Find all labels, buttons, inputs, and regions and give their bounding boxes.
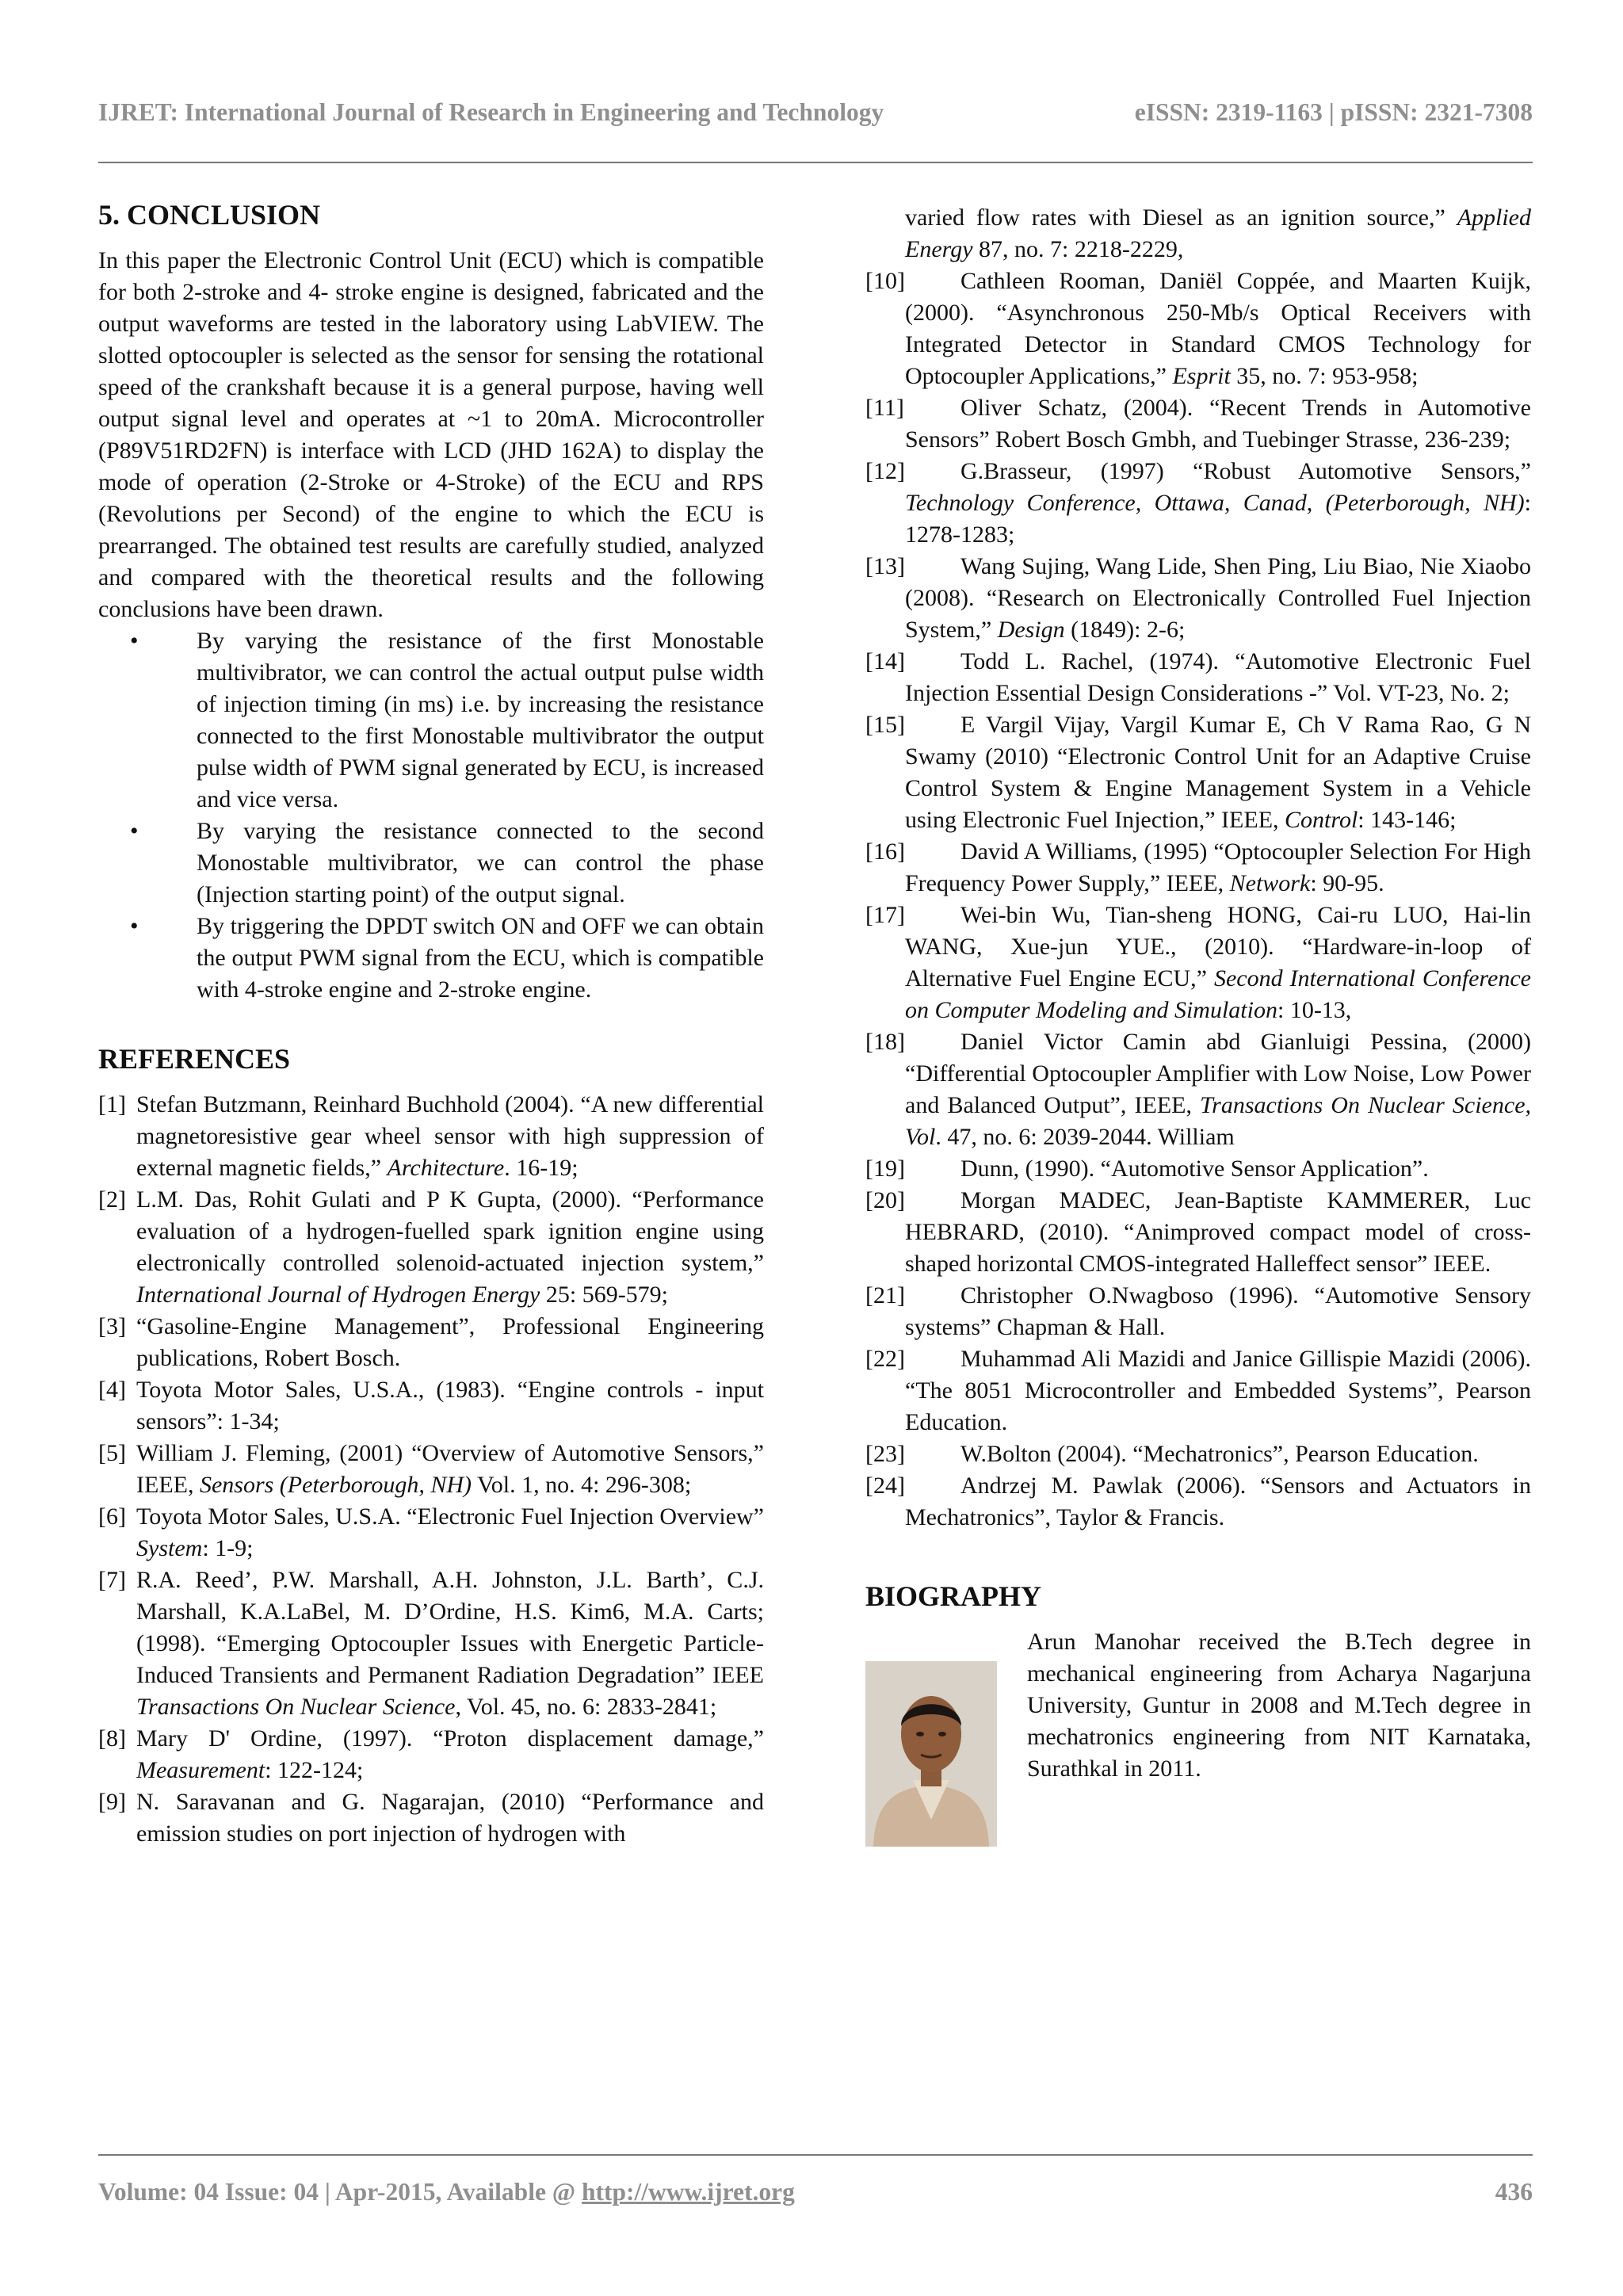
- reference-text: Morgan MADEC, Jean-Baptiste KAMMERER, Luc HEBRARD, (2010). “Animproved compact model of cross-shaped horizontal CMOS-integrated Halleffect sensor” IEEE.: [905, 1187, 1531, 1277]
- reference-text: 25: 569-579;: [540, 1282, 669, 1308]
- conclusion-heading: 5. CONCLUSION: [98, 199, 321, 231]
- reference-item: [865, 1280, 1531, 1343]
- reference-item: [98, 1089, 764, 1184]
- bullet-item: • By varying the resistance of the first Monostable multivibrator, we can control the actual output pulse width of injection timing (in ms) i.e. by increasing the resistance connected to the first Monostable multivibrator the output pulse width of PWM signal generated by ECU, is increased and vice versa.: [98, 625, 764, 816]
- reference-number: [1]: [98, 1091, 126, 1118]
- reference-italic: Esprit: [1172, 363, 1231, 389]
- reference-text: : 90-95.: [1310, 870, 1384, 896]
- conclusion-bullets: [98, 625, 764, 1006]
- footer-rule: [98, 2154, 1533, 2156]
- reference-italic: Measurement: [136, 1757, 265, 1784]
- ref-text-end: 87, no. 7: 2218-2229,: [972, 236, 1184, 262]
- reference-number: [19]: [865, 1156, 905, 1182]
- reference-text: Wang Sujing, Wang Lide, Shen Ping, Liu Biao, Nie Xiaobo (2008). “Research on Electronically Controlled Fuel Injection System,”: [905, 553, 1531, 643]
- reference-text: Stefan Butzmann, Reinhard Buchhold (2004). “A new differential magnetoresistive gear wheel sensor with high suppression of external magnetic fields,”: [136, 1091, 764, 1182]
- reference-text: Muhammad Ali Mazidi and Janice Gillispie Mazidi (2006). “The 8051 Microcontroller and Embedded Systems”, Pearson Education.: [905, 1346, 1531, 1435]
- reference-text: Andrzej M. Pawlak (2006). “Sensors and Actuators in Mechatronics”, Taylor & Francis.: [905, 1473, 1531, 1530]
- reference-text: G.Brasseur, (1997) “Robust Automotive Sensors,”: [960, 458, 1531, 484]
- reference-text: (1849): 2-6;: [1064, 617, 1186, 643]
- reference-text: : 10-13,: [1277, 997, 1352, 1023]
- reference-item: [865, 1185, 1531, 1280]
- bullet-item: • By triggering the DPDT switch ON and OFF we can obtain the output PWM signal from the ECU, which is compatible with 4-stroke engine and 2-stroke engine.: [98, 911, 764, 1006]
- reference-text: Todd L. Rachel, (1974). “Automotive Electronic Fuel Injection Essential Design Considerations -” Vol. VT-23, No. 2;: [905, 648, 1531, 706]
- journal-title: IJRET: International Journal of Research in Engineering and Technology: [98, 98, 884, 126]
- reference-text: “Gasoline-Engine Management”, Professional Engineering publications, Robert Bosch.: [136, 1313, 764, 1372]
- reference-text: ,: [1306, 490, 1326, 516]
- reference-text: William J. Fleming, (2001) “Overview of Automotive Sensors,” IEEE,: [136, 1440, 764, 1499]
- right-column: [865, 202, 1531, 1847]
- reference-italic: International Journal of Hydrogen Energy: [136, 1282, 540, 1308]
- reference-number: [23]: [865, 1441, 905, 1467]
- reference-italic: Transactions On Nuclear Science, Vol: [905, 1092, 1532, 1150]
- reference-number: [20]: [865, 1187, 905, 1213]
- reference-item: [865, 709, 1531, 836]
- reference-italic: System: [136, 1535, 203, 1562]
- references-heading: REFERENCES: [98, 1043, 291, 1075]
- reference-text: : 143-146;: [1358, 807, 1457, 833]
- ref-italic: Applied Energy: [905, 204, 1531, 262]
- reference-item: [98, 1564, 764, 1723]
- reference-text: N. Saravanan and G. Nagarajan, (2010) “Performance and emission studies on port injection of hydrogen with: [136, 1789, 764, 1847]
- reference-text: Dunn, (1990). “Automotive Sensor Application”.: [960, 1156, 1429, 1182]
- ref-text: varied flow rates with Diesel as an ignition source,”: [905, 204, 1457, 231]
- reference-text: Cathleen Rooman, Daniël Coppée, and Maarten Kuijk, (2000). “Asynchronous 250-Mb/s Optical Receivers with Integrated Detector in Standard CMOS Technology for Optocoupler Applications,”: [905, 268, 1531, 389]
- reference-text: Christopher O.Nwagboso (1996). “Automotive Sensory systems” Chapman & Hall.: [905, 1282, 1531, 1340]
- conclusion-paragraph: In this paper the Electronic Control Unit (ECU) which is compatible for both 2-stroke and 4- stroke engine is designed, fabricated and the output waveforms are tested in the laboratory using LabVIEW. The slotted optocoupler is selected as the sensor for sensing the rotational speed of the crankshaft because it is a general purpose, having well output signal level and operates at ~1 to 20mA. Microcontroller (P89V51RD2FN) is interface with LCD (JHD 162A) to display the mode of operation (2-Stroke or 4-Stroke) of the ECU and RPS (Revolutions per Second) of the engine to which the ECU is prearranged. The obtained test results are carefully studied, analyzed and compared with the theoretical results and the following conclusions have been drawn.: [98, 247, 764, 623]
- biography-text: Arun Manohar received the B.Tech degree in mechanical engineering from Acharya Nagarjuna University, Guntur in 2008 and M.Tech degree in mechatronics engineering from NIT Karnataka, Surathkal in 2011.: [1027, 1629, 1531, 1782]
- reference-number: [6]: [98, 1503, 126, 1530]
- issn-info: eISSN: 2319-1163 | pISSN: 2321-7308: [1134, 98, 1533, 126]
- reference-text: : 1278-1283;: [905, 490, 1532, 548]
- reference-number: [15]: [865, 712, 905, 738]
- reference-item: [865, 266, 1531, 392]
- reference-text: Oliver Schatz, (2004). “Recent Trends in Automotive Sensors” Robert Bosch Gmbh, and Tuebinger Strasse, 236-239;: [905, 395, 1531, 453]
- reference-text: R.A. Reed’, P.W. Marshall, A.H. Johnston, J.L. Barth’, C.J. Marshall, K.A.LaBel, M. D’Ordine, H.S. Kim6, M.A. Carts; (1998). “Emerging Optocoupler Issues with Energetic Particle-Induced Transients and Permanent Radiation Degradation” IEEE: [136, 1567, 764, 1689]
- reference-text: . 16-19;: [504, 1155, 579, 1182]
- reference-italic: Sensors (Peterborough, NH): [199, 1472, 472, 1499]
- reference-number: [21]: [865, 1282, 905, 1308]
- reference-continuation: [865, 202, 1531, 266]
- reference-item: [98, 1184, 764, 1311]
- reference-number: [2]: [98, 1186, 126, 1213]
- journal-link[interactable]: http://www.ijret.org: [581, 2178, 795, 2206]
- reference-number: [14]: [865, 648, 905, 674]
- reference-italic: Network: [1229, 870, 1311, 896]
- reference-item: [98, 1501, 764, 1564]
- volume-info: Volume: 04 Issue: 04 | Apr-2015, Available @: [98, 2178, 582, 2206]
- reference-text: E Vargil Vijay, Vargil Kumar E, Ch V Rama Rao, G N Swamy (2010) “Electronic Control Unit for an Adaptive Cruise Control System & Engine Management System in a Vehicle using Electronic Fuel Injection,” IEEE,: [905, 712, 1531, 833]
- reference-item: [865, 1470, 1531, 1534]
- bullet-item: • By varying the resistance connected to the second Monostable multivibrator, we can control the phase (Injection starting point) of the output signal.: [98, 816, 764, 911]
- reference-text: . 47, no. 6: 2039-2044. William: [935, 1124, 1235, 1150]
- reference-number: [9]: [98, 1789, 126, 1816]
- biography-block: [865, 1626, 1531, 1847]
- reference-text: , Vol. 45, no. 6: 2833-2841;: [455, 1694, 717, 1721]
- reference-number: [16]: [865, 839, 905, 865]
- reference-number: [3]: [98, 1313, 126, 1340]
- reference-italic: (Peterborough, NH): [1325, 490, 1525, 516]
- footer-volume: [98, 2178, 795, 2206]
- reference-item: [865, 900, 1531, 1026]
- reference-italic: Architecture: [387, 1155, 505, 1182]
- reference-list-left: [98, 1089, 764, 1850]
- reference-text: W.Bolton (2004). “Mechatronics”, Pearson Education.: [960, 1441, 1479, 1467]
- reference-item: [865, 1438, 1531, 1470]
- reference-number: [22]: [865, 1346, 905, 1372]
- reference-item: [865, 551, 1531, 646]
- reference-number: [10]: [865, 268, 905, 294]
- author-photo: [865, 1661, 997, 1847]
- reference-item: [98, 1374, 764, 1438]
- reference-list-right: [865, 266, 1531, 1534]
- reference-text: : 122-124;: [265, 1757, 364, 1784]
- reference-number: [12]: [865, 458, 905, 484]
- reference-item: [865, 646, 1531, 709]
- reference-item: [98, 1438, 764, 1501]
- reference-text: : 1-9;: [202, 1535, 254, 1562]
- reference-text: Daniel Victor Camin abd Gianluigi Pessina, (2000) “Differential Optocoupler Amplifier with Low Noise, Low Power and Balanced Output”, IEEE,: [905, 1029, 1531, 1118]
- reference-item: [865, 836, 1531, 900]
- biography-heading: BIOGRAPHY: [865, 1580, 1042, 1612]
- left-column: [98, 198, 764, 1850]
- reference-item: [98, 1786, 764, 1850]
- reference-item: [98, 1723, 764, 1786]
- reference-text: Toyota Motor Sales, U.S.A., (1983). “Engine controls - input sensors”: 1-34;: [136, 1377, 764, 1435]
- reference-text: Toyota Motor Sales, U.S.A. “Electronic Fuel Injection Overview”: [136, 1503, 764, 1530]
- reference-item: [865, 392, 1531, 456]
- page-number: 436: [1495, 2178, 1533, 2206]
- reference-text: Wei-bin Wu, Tian-sheng HONG, Cai-ru LUO, Hai-lin WANG, Xue-jun YUE., (2010). “Hardware-in-loop of Alternative Fuel Engine ECU,”: [905, 902, 1531, 991]
- reference-number: [5]: [98, 1440, 126, 1467]
- reference-number: [17]: [865, 902, 905, 928]
- reference-item: [865, 1343, 1531, 1438]
- reference-number: [24]: [865, 1473, 905, 1499]
- reference-text: Vol. 1, no. 4: 296-308;: [472, 1472, 692, 1499]
- reference-italic: Second International Conference on Computer Modeling and Simulation: [905, 965, 1531, 1023]
- reference-number: [7]: [98, 1567, 126, 1594]
- reference-number: [13]: [865, 553, 905, 579]
- header-rule: [98, 162, 1533, 163]
- reference-item: [865, 1026, 1531, 1153]
- reference-item: [865, 456, 1531, 551]
- reference-number: [11]: [865, 395, 904, 421]
- reference-number: [18]: [865, 1029, 905, 1055]
- reference-text: L.M. Das, Rohit Gulati and P K Gupta, (2000). “Performance evaluation of a hydrogen-fuelled spark ignition engine using electronically controlled solenoid-actuated injection system,”: [136, 1186, 764, 1277]
- reference-italic: Transactions On Nuclear Science: [136, 1694, 456, 1721]
- reference-text: David A Williams, (1995) “Optocoupler Selection For High Frequency Power Supply,” IEEE,: [905, 839, 1531, 896]
- reference-text: 35, no. 7: 953-958;: [1230, 363, 1419, 389]
- page-footer: [98, 2178, 1533, 2206]
- reference-italic: Design: [997, 617, 1065, 643]
- reference-text: Mary D' Ordine, (1997). “Proton displacement damage,”: [136, 1725, 764, 1752]
- page-header: [98, 98, 1533, 127]
- reference-number: [4]: [98, 1377, 126, 1404]
- reference-number: [8]: [98, 1725, 126, 1752]
- reference-item: [865, 1153, 1531, 1185]
- reference-item: [98, 1311, 764, 1374]
- reference-italic: Control: [1285, 807, 1358, 833]
- reference-italic: Technology Conference, Ottawa, Canad: [905, 490, 1307, 516]
